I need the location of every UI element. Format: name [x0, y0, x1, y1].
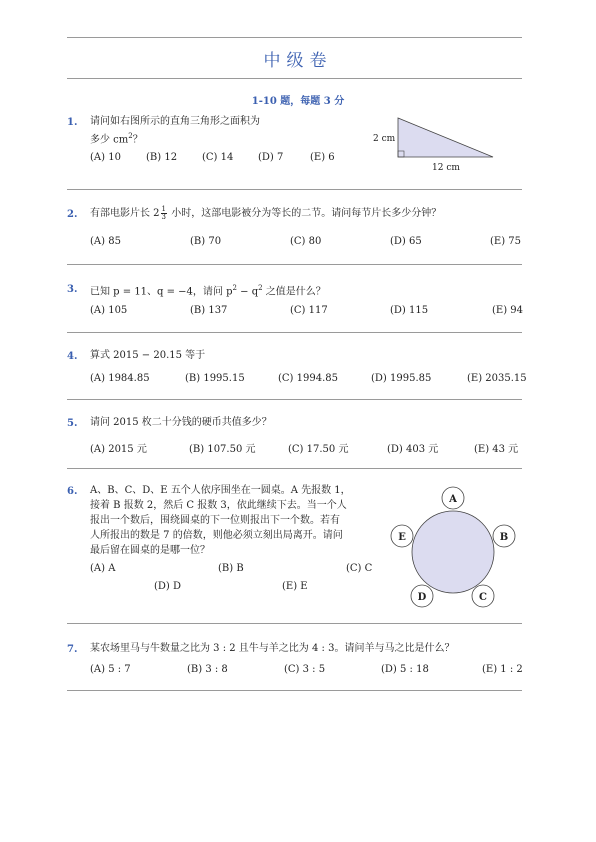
option-d[interactable]: (D) 1995.85: [371, 373, 432, 384]
divider: [67, 78, 522, 79]
question-text-line: A、B、C、D、E 五个人依序围坐在一圆桌。A 先报数 1，: [90, 485, 351, 496]
seat-b: [493, 525, 515, 547]
option-e[interactable]: (E) 1 : 2: [482, 664, 523, 675]
seat-c: [472, 585, 494, 607]
question-text: 请问 2015 枚二十分钱的硬币共值多少？: [90, 417, 272, 428]
option-a[interactable]: (A) 10: [90, 152, 121, 163]
seat-a: [442, 487, 464, 509]
section-heading: 1-10 题，每题 3 分: [251, 96, 345, 107]
seat-e: [391, 525, 413, 547]
option-e[interactable]: (E) 43 元: [474, 444, 519, 455]
triangle-shape: [398, 118, 493, 157]
divider: [67, 37, 522, 38]
option-a[interactable]: (A) 5 : 7: [90, 664, 131, 675]
option-c[interactable]: (C) 80: [290, 236, 322, 247]
round-table: [412, 511, 494, 593]
divider: [67, 189, 522, 190]
question-text-line: 接着 B 报数 2，然后 C 报数 3，依此继续下去。当一个人: [90, 500, 347, 511]
option-e[interactable]: (E) 2035.15: [467, 373, 527, 384]
option-e[interactable]: (E) 75: [490, 236, 522, 247]
question-text: 算式 2015 − 20.15 等于: [90, 350, 206, 361]
seat-d: [411, 585, 433, 607]
question-text: 有部电影片长 2 $\frac{1}{3}$ 小时，这部电影被分为等长的二节。请问每节片长多少分钟？: [90, 205, 442, 221]
option-b[interactable]: (B) 1995.15: [185, 373, 245, 384]
fraction: $\frac{1}{3}$: [161, 205, 167, 221]
page-title: 中级卷: [263, 51, 333, 71]
question-number: 3.: [67, 284, 78, 295]
option-e[interactable]: (E) 6: [310, 152, 335, 163]
option-c[interactable]: (C) 3 : 5: [284, 664, 326, 675]
svg-text:E: E: [398, 532, 406, 543]
question-text: 已知 p = 11、q = −4，请问 $p^2 - q^2$ 之值是什么？: [90, 284, 326, 298]
svg-text:C: C: [479, 592, 487, 603]
svg-text:B: B: [499, 532, 509, 543]
question-text-line: 多少 $cm^2$？: [90, 132, 143, 146]
divider: [67, 399, 522, 400]
option-c[interactable]: (C) C: [346, 563, 373, 574]
question-number: 2.: [67, 209, 78, 220]
option-a[interactable]: (A) 105: [90, 305, 128, 316]
option-c[interactable]: (C) 17.50 元: [288, 444, 349, 455]
question-text-line: 报出一个数后，围绕圆桌的下一位则报出下一个数。若有: [90, 515, 340, 526]
option-a[interactable]: (A) 2015 元: [90, 444, 147, 455]
option-b[interactable]: (B) 3 : 8: [187, 664, 228, 675]
option-d[interactable]: (D) 403 元: [387, 444, 439, 455]
question-number: 1.: [67, 117, 78, 128]
question-number: 4.: [67, 351, 78, 362]
option-e[interactable]: (E) 94: [492, 305, 524, 316]
question-text-line: 请问如右图所示的直角三角形之面积为: [90, 116, 260, 127]
divider: [67, 468, 522, 469]
option-d[interactable]: (D) 5 : 18: [381, 664, 429, 675]
right-triangle-figure: [373, 112, 505, 174]
option-b[interactable]: (B) 70: [190, 236, 222, 247]
divider: [67, 264, 522, 265]
height-label: 2 cm: [373, 134, 396, 144]
option-c[interactable]: (C) 117: [290, 305, 328, 316]
question-text: [90, 114, 260, 147]
question-text: 某农场里马与牛数量之比为 3 : 2 且牛与羊之比为 4 : 3。请问羊与马之比是什么？: [90, 643, 455, 654]
question-number: 6.: [67, 486, 78, 497]
option-e[interactable]: (E) E: [282, 581, 308, 592]
divider: [67, 332, 522, 333]
option-c[interactable]: (C) 14: [202, 152, 234, 163]
divider: [67, 690, 522, 691]
question-text: [90, 483, 351, 558]
question-text-line: 人所报出的数是 7 的倍数，则他必须立刻出局离开。请问: [90, 530, 343, 541]
option-a[interactable]: (A) A: [90, 563, 116, 574]
option-b[interactable]: (B) 107.50 元: [189, 444, 256, 455]
option-a[interactable]: (A) 85: [90, 236, 121, 247]
option-d[interactable]: (D) 115: [390, 305, 429, 316]
question-text-line: 最后留在圆桌的是哪一位？: [90, 545, 210, 556]
option-b[interactable]: (B) B: [218, 563, 244, 574]
option-d[interactable]: (D) 7: [258, 152, 284, 163]
base-label: 12 cm: [432, 163, 460, 173]
option-b[interactable]: (B) 137: [190, 305, 228, 316]
option-a[interactable]: (A) 1984.85: [90, 373, 150, 384]
option-d[interactable]: (D) D: [154, 581, 182, 592]
option-b[interactable]: (B) 12: [146, 152, 178, 163]
option-d[interactable]: (D) 65: [390, 236, 422, 247]
svg-text:A: A: [449, 494, 457, 505]
question-number: 5.: [67, 418, 78, 429]
svg-text:D: D: [417, 592, 427, 603]
round-table-figure: [385, 484, 521, 614]
divider: [67, 623, 522, 624]
question-number: 7.: [67, 644, 78, 655]
option-c[interactable]: (C) 1994.85: [278, 373, 338, 384]
